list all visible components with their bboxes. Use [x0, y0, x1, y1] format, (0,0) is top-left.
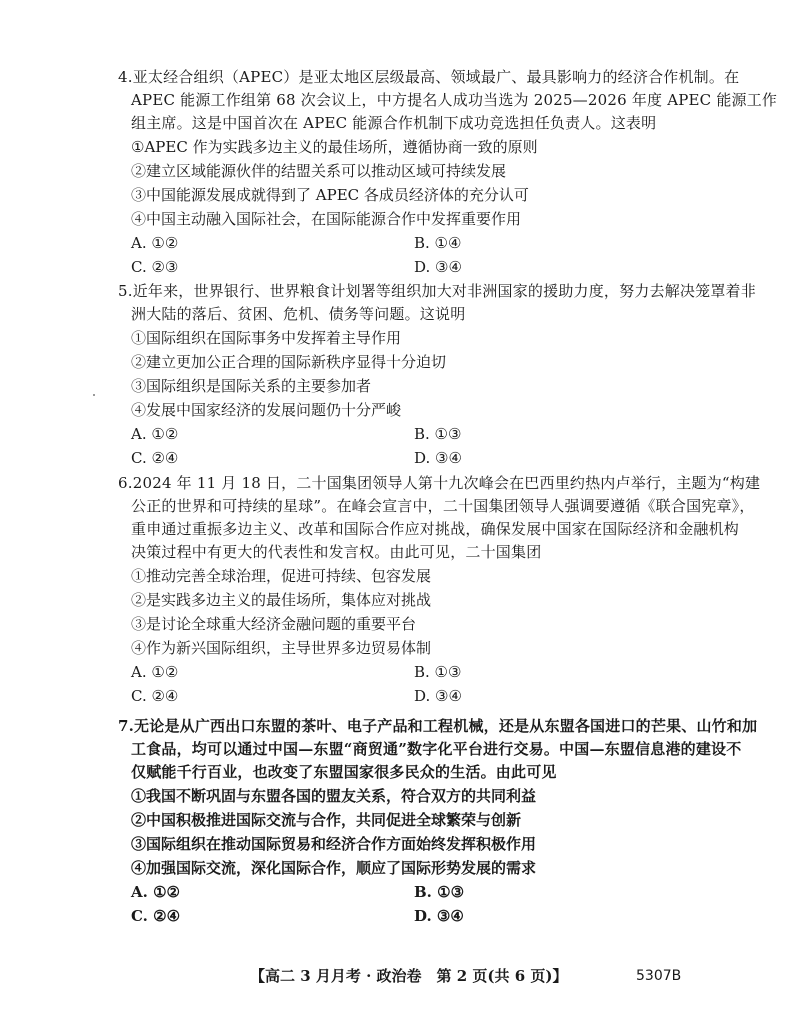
- option-c: C. ②④: [131, 907, 181, 925]
- option-d: D. ③④: [414, 907, 464, 925]
- options-row: [118, 684, 718, 708]
- options-row: [118, 231, 718, 255]
- question-stem-line: 仅赋能千行百业，也改变了东盟国家很多民众的生活。由此可见: [131, 763, 557, 781]
- question-stem-line: 组主席。这是中国首次在 APEC 能源合作机制下成功竞选担任负责人。这表明: [131, 114, 657, 132]
- question-5: [118, 280, 756, 470]
- page-footer: [0, 964, 800, 988]
- statement-3: ③国际组织在推动国际贸易和经济合作方面始终发挥积极作用: [131, 835, 537, 853]
- options-row: [118, 880, 718, 904]
- question-7: [118, 715, 758, 928]
- statement-2: ②中国积极推进国际交流与合作，共同促进全球繁荣与创新: [131, 811, 522, 829]
- option-d: D. ③④: [414, 258, 462, 276]
- options-row: [118, 255, 718, 279]
- option-a: A. ①②: [131, 663, 179, 681]
- option-b: B. ①③: [414, 883, 465, 901]
- statement-3: ③国际组织是国际关系的主要参加者: [131, 377, 372, 395]
- statement-3: ③是讨论全球重大经济金融问题的重要平台: [131, 615, 417, 633]
- question-stem-line: 重申通过重振多边主义、改革和国际合作应对挑战，确保发展中国家在国际经济和金融机构: [131, 520, 740, 538]
- statement-2: ②是实践多边主义的最佳场所，集体应对挑战: [131, 591, 432, 609]
- footer-title: 【高二 3 月月考 · 政治卷 第 2 页(共 6 页)】: [250, 967, 568, 985]
- statement-1: ①推动完善全球治理，促进可持续、包容发展: [131, 567, 432, 585]
- option-b: B. ①④: [414, 234, 462, 252]
- statement-2: ②建立更加公正合理的国际新秩序显得十分迫切: [131, 353, 447, 371]
- question-stem-line: 5.近年来，世界银行、世界粮食计划署等组织加大对非洲国家的援助力度，努力去解决笼罩着非: [118, 282, 756, 300]
- option-c: C. ②④: [131, 687, 179, 705]
- option-c: C. ②③: [131, 258, 179, 276]
- question-4: [118, 66, 778, 279]
- question-stem-line: 7.无论是从广西出口东盟的茶叶、电子产品和工程机械，还是从东盟各国进口的芒果、山竹和加: [118, 717, 758, 735]
- question-6: [118, 472, 761, 708]
- question-stem-line: 洲大陆的落后、贫困、危机、债务等问题。这说明: [131, 305, 466, 323]
- options-row: [118, 446, 718, 470]
- statement-3: ③中国能源发展成就得到了 APEC 各成员经济体的充分认可: [131, 186, 529, 204]
- question-stem-line: APEC 能源工作组第 68 次会议上，中方提名人成功当选为 2025—2026 年度 APEC 能源工作: [131, 91, 778, 109]
- footer-code: 5307B: [636, 968, 682, 984]
- statement-1: ①APEC 作为实践多边主义的最佳场所，遵循协商一致的原则: [131, 138, 538, 156]
- option-a: A. ①②: [131, 234, 179, 252]
- question-stem-line: 4.亚太经合组织（APEC）是亚太地区层级最高、领域最广、最具影响力的经济合作机制。在: [118, 68, 740, 86]
- scan-speck: [93, 394, 95, 396]
- statement-1: ①国际组织在国际事务中发挥着主导作用: [131, 329, 402, 347]
- option-b: B. ①③: [414, 425, 462, 443]
- options-row: [118, 660, 718, 684]
- question-stem-line: 决策过程中有更大的代表性和发言权。由此可见，二十国集团: [131, 543, 542, 561]
- option-c: C. ②④: [131, 449, 179, 467]
- option-a: A. ①②: [131, 883, 180, 901]
- options-row: [118, 422, 718, 446]
- option-d: D. ③④: [414, 687, 462, 705]
- statement-4: ④发展中国家经济的发展问题仍十分严峻: [131, 401, 402, 419]
- question-stem-line: 6.2024 年 11 月 18 日，二十国集团领导人第十九次峰会在巴西里约热内卢举行，主题为“构建: [118, 474, 761, 492]
- option-b: B. ①③: [414, 663, 462, 681]
- statement-1: ①我国不断巩固与东盟各国的盟友关系，符合双方的共同利益: [131, 787, 537, 805]
- option-d: D. ③④: [414, 449, 462, 467]
- question-stem-line: 工食品，均可以通过中国—东盟“商贸通”数字化平台进行交易。中国—东盟信息港的建设不: [131, 740, 742, 758]
- statement-4: ④作为新兴国际组织，主导世界多边贸易体制: [131, 639, 432, 657]
- statement-4: ④加强国际交流，深化国际合作，顺应了国际形势发展的需求: [131, 859, 537, 877]
- statement-4: ④中国主动融入国际社会，在国际能源合作中发挥重要作用: [131, 210, 522, 228]
- options-row: [118, 904, 718, 928]
- statement-2: ②建立区域能源伙伴的结盟关系可以推动区域可持续发展: [131, 162, 507, 180]
- question-stem-line: 公正的世界和可持续的星球”。在峰会宣言中，二十国集团领导人强调要遵循《联合国宪章》，: [131, 497, 755, 515]
- option-a: A. ①②: [131, 425, 179, 443]
